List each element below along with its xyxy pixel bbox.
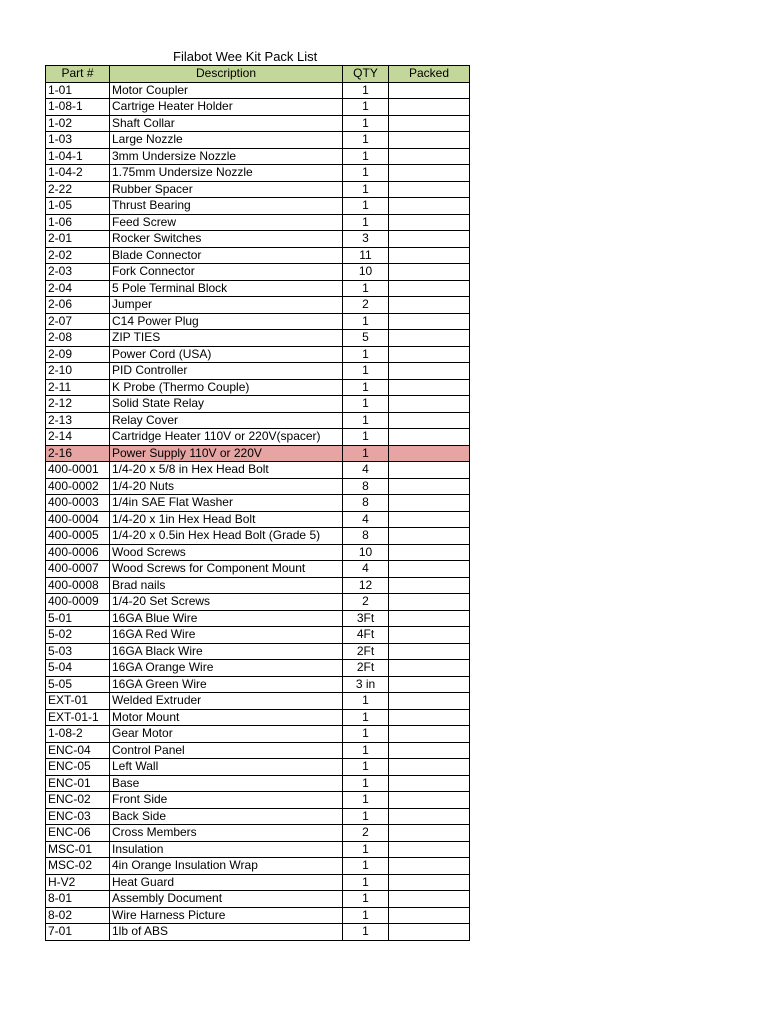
table-row [46, 346, 470, 363]
packed-cell [389, 693, 470, 710]
description-cell: Insulation [110, 841, 343, 858]
packed-cell [389, 396, 470, 413]
qty-cell: 1 [343, 214, 389, 231]
packed-cell [389, 132, 470, 149]
packed-cell [389, 511, 470, 528]
packed-cell [389, 280, 470, 297]
description-cell: 3mm Undersize Nozzle [110, 148, 343, 165]
part-cell: 8-02 [46, 907, 110, 924]
packed-cell [389, 594, 470, 611]
description-cell: Assembly Document [110, 891, 343, 908]
description-cell: 16GA Red Wire [110, 627, 343, 644]
description-cell: Motor Coupler [110, 82, 343, 99]
qty-cell: 1 [343, 742, 389, 759]
description-cell: 16GA Black Wire [110, 643, 343, 660]
packed-cell [389, 99, 470, 116]
qty-cell: 8 [343, 478, 389, 495]
description-cell: C14 Power Plug [110, 313, 343, 330]
table-row [46, 742, 470, 759]
part-cell: 7-01 [46, 924, 110, 941]
packed-cell [389, 462, 470, 479]
part-cell: 8-01 [46, 891, 110, 908]
description-cell: Cross Members [110, 825, 343, 842]
packed-cell [389, 495, 470, 512]
part-cell: 2-10 [46, 363, 110, 380]
qty-cell: 8 [343, 495, 389, 512]
packed-cell [389, 429, 470, 446]
description-cell: Blade Connector [110, 247, 343, 264]
qty-cell: 1 [343, 907, 389, 924]
table-row [46, 907, 470, 924]
qty-cell: 4Ft [343, 627, 389, 644]
packed-cell [389, 759, 470, 776]
part-cell: ENC-02 [46, 792, 110, 809]
table-row [46, 363, 470, 380]
table-row [46, 132, 470, 149]
document-title: Filabot Wee Kit Pack List [173, 49, 318, 64]
qty-cell: 10 [343, 264, 389, 281]
part-cell: 2-14 [46, 429, 110, 446]
packed-cell [389, 660, 470, 677]
description-cell: 1/4-20 Nuts [110, 478, 343, 495]
description-cell: 1lb of ABS [110, 924, 343, 941]
table-row [46, 165, 470, 182]
table-row [46, 561, 470, 578]
description-cell: Motor Mount [110, 709, 343, 726]
table-row [46, 412, 470, 429]
description-cell: Power Supply 110V or 220V [110, 445, 343, 462]
part-cell: MSC-02 [46, 858, 110, 875]
description-cell: 5 Pole Terminal Block [110, 280, 343, 297]
description-cell: Thrust Bearing [110, 198, 343, 215]
packed-cell [389, 247, 470, 264]
qty-cell: 1 [343, 396, 389, 413]
qty-cell: 4 [343, 511, 389, 528]
qty-cell: 1 [343, 429, 389, 446]
qty-cell: 1 [343, 280, 389, 297]
qty-cell: 1 [343, 693, 389, 710]
part-cell: ENC-04 [46, 742, 110, 759]
table-row [46, 627, 470, 644]
part-cell: 5-05 [46, 676, 110, 693]
qty-cell: 3 [343, 231, 389, 248]
part-cell: 2-04 [46, 280, 110, 297]
part-cell: 1-04-2 [46, 165, 110, 182]
packed-cell [389, 297, 470, 314]
qty-cell: 1 [343, 346, 389, 363]
part-cell: 2-16 [46, 445, 110, 462]
description-cell: Solid State Relay [110, 396, 343, 413]
description-cell: Power Cord (USA) [110, 346, 343, 363]
packed-cell [389, 775, 470, 792]
part-cell: 5-02 [46, 627, 110, 644]
table-row [46, 478, 470, 495]
packed-cell [389, 808, 470, 825]
packed-cell [389, 726, 470, 743]
part-cell: 400-0007 [46, 561, 110, 578]
packed-cell [389, 346, 470, 363]
packed-cell [389, 907, 470, 924]
qty-cell: 2Ft [343, 660, 389, 677]
column-header-packed: Packed [389, 66, 470, 83]
table-row [46, 775, 470, 792]
table-row [46, 429, 470, 446]
qty-cell: 1 [343, 82, 389, 99]
packed-cell [389, 231, 470, 248]
qty-cell: 12 [343, 577, 389, 594]
qty-cell: 3Ft [343, 610, 389, 627]
description-cell: Brad nails [110, 577, 343, 594]
packed-cell [389, 445, 470, 462]
table-row [46, 148, 470, 165]
table-row [46, 297, 470, 314]
table-row [46, 181, 470, 198]
part-cell: 1-04-1 [46, 148, 110, 165]
table-row [46, 379, 470, 396]
part-cell: 1-03 [46, 132, 110, 149]
table-row [46, 676, 470, 693]
description-cell: Control Panel [110, 742, 343, 759]
table-row [46, 726, 470, 743]
description-cell: Cartrige Heater Holder [110, 99, 343, 116]
description-cell: Jumper [110, 297, 343, 314]
table-row [46, 891, 470, 908]
table-row [46, 511, 470, 528]
description-cell: 16GA Blue Wire [110, 610, 343, 627]
qty-cell: 1 [343, 841, 389, 858]
qty-cell: 4 [343, 462, 389, 479]
table-row [46, 264, 470, 281]
description-cell: Gear Motor [110, 726, 343, 743]
packed-cell [389, 214, 470, 231]
part-cell: 1-06 [46, 214, 110, 231]
table-row [46, 544, 470, 561]
packed-cell [389, 792, 470, 809]
qty-cell: 1 [343, 412, 389, 429]
description-cell: Relay Cover [110, 412, 343, 429]
qty-cell: 1 [343, 148, 389, 165]
table-row [46, 198, 470, 215]
part-cell: 400-0005 [46, 528, 110, 545]
table-row [46, 396, 470, 413]
description-cell: Rocker Switches [110, 231, 343, 248]
qty-cell: 1 [343, 891, 389, 908]
packed-cell [389, 82, 470, 99]
packed-cell [389, 115, 470, 132]
packed-cell [389, 627, 470, 644]
pack-list-table [45, 65, 470, 941]
part-cell: 2-01 [46, 231, 110, 248]
table-row [46, 693, 470, 710]
part-cell: 400-0006 [46, 544, 110, 561]
description-cell: 1/4-20 x 1in Hex Head Bolt [110, 511, 343, 528]
qty-cell: 1 [343, 99, 389, 116]
description-cell: Heat Guard [110, 874, 343, 891]
table-row [46, 858, 470, 875]
packed-cell [389, 643, 470, 660]
packed-cell [389, 330, 470, 347]
table-row [46, 759, 470, 776]
packed-cell [389, 924, 470, 941]
qty-cell: 2 [343, 297, 389, 314]
packed-cell [389, 412, 470, 429]
part-cell: 1-08-2 [46, 726, 110, 743]
table-body [46, 82, 470, 940]
packed-cell [389, 610, 470, 627]
qty-cell: 1 [343, 726, 389, 743]
part-cell: 2-22 [46, 181, 110, 198]
description-cell: K Probe (Thermo Couple) [110, 379, 343, 396]
description-cell: 1.75mm Undersize Nozzle [110, 165, 343, 182]
description-cell: Feed Screw [110, 214, 343, 231]
qty-cell: 10 [343, 544, 389, 561]
description-cell: 1/4-20 x 5/8 in Hex Head Bolt [110, 462, 343, 479]
packed-cell [389, 478, 470, 495]
part-cell: 2-13 [46, 412, 110, 429]
packed-cell [389, 825, 470, 842]
description-cell: 16GA Orange Wire [110, 660, 343, 677]
qty-cell: 1 [343, 808, 389, 825]
qty-cell: 1 [343, 858, 389, 875]
table-row [46, 577, 470, 594]
description-cell: Base [110, 775, 343, 792]
table-row [46, 445, 470, 462]
packed-cell [389, 891, 470, 908]
packed-cell [389, 181, 470, 198]
part-cell: 2-03 [46, 264, 110, 281]
table-row [46, 874, 470, 891]
qty-cell: 1 [343, 181, 389, 198]
description-cell: Wood Screws [110, 544, 343, 561]
part-cell: EXT-01 [46, 693, 110, 710]
packed-cell [389, 544, 470, 561]
qty-cell: 1 [343, 445, 389, 462]
table-row [46, 643, 470, 660]
packed-cell [389, 858, 470, 875]
packed-cell [389, 676, 470, 693]
qty-cell: 5 [343, 330, 389, 347]
part-cell: 5-03 [46, 643, 110, 660]
column-header-part: Part # [46, 66, 110, 83]
description-cell: 1/4-20 Set Screws [110, 594, 343, 611]
qty-cell: 2 [343, 594, 389, 611]
table-row [46, 841, 470, 858]
packed-cell [389, 165, 470, 182]
description-cell: Welded Extruder [110, 693, 343, 710]
qty-cell: 4 [343, 561, 389, 578]
qty-cell: 1 [343, 313, 389, 330]
qty-cell: 1 [343, 874, 389, 891]
table-row [46, 825, 470, 842]
qty-cell: 1 [343, 924, 389, 941]
pack-list-sheet [45, 48, 469, 941]
description-cell: Fork Connector [110, 264, 343, 281]
table-row [46, 610, 470, 627]
description-cell: Wood Screws for Component Mount [110, 561, 343, 578]
qty-cell: 1 [343, 198, 389, 215]
table-row [46, 231, 470, 248]
table-row [46, 792, 470, 809]
packed-cell [389, 148, 470, 165]
part-cell: 400-0008 [46, 577, 110, 594]
qty-cell: 1 [343, 363, 389, 380]
description-cell: Cartridge Heater 110V or 220V(spacer) [110, 429, 343, 446]
description-cell: Large Nozzle [110, 132, 343, 149]
part-cell: 400-0003 [46, 495, 110, 512]
part-cell: ENC-05 [46, 759, 110, 776]
table-row [46, 313, 470, 330]
qty-cell: 1 [343, 709, 389, 726]
qty-cell: 2 [343, 825, 389, 842]
description-cell: 1/4-20 x 0.5in Hex Head Bolt (Grade 5) [110, 528, 343, 545]
description-cell: 4in Orange Insulation Wrap [110, 858, 343, 875]
qty-cell: 11 [343, 247, 389, 264]
packed-cell [389, 561, 470, 578]
part-cell: MSC-01 [46, 841, 110, 858]
table-row [46, 462, 470, 479]
part-cell: H-V2 [46, 874, 110, 891]
qty-cell: 1 [343, 379, 389, 396]
part-cell: 1-08-1 [46, 99, 110, 116]
table-row [46, 330, 470, 347]
qty-cell: 1 [343, 792, 389, 809]
description-cell: Back Side [110, 808, 343, 825]
qty-cell: 1 [343, 775, 389, 792]
column-header-description: Description [110, 66, 343, 83]
description-cell: Front Side [110, 792, 343, 809]
description-cell: Rubber Spacer [110, 181, 343, 198]
table-row [46, 594, 470, 611]
part-cell: 5-01 [46, 610, 110, 627]
part-cell: 1-01 [46, 82, 110, 99]
table-row [46, 495, 470, 512]
part-cell: 2-12 [46, 396, 110, 413]
table-row [46, 924, 470, 941]
part-cell: 2-07 [46, 313, 110, 330]
qty-cell: 8 [343, 528, 389, 545]
qty-cell: 1 [343, 132, 389, 149]
part-cell: EXT-01-1 [46, 709, 110, 726]
table-row [46, 82, 470, 99]
table-row [46, 214, 470, 231]
part-cell: 2-08 [46, 330, 110, 347]
packed-cell [389, 874, 470, 891]
packed-cell [389, 577, 470, 594]
part-cell: 1-05 [46, 198, 110, 215]
packed-cell [389, 363, 470, 380]
description-cell: 1/4in SAE Flat Washer [110, 495, 343, 512]
description-cell: Wire Harness Picture [110, 907, 343, 924]
qty-cell: 3 in [343, 676, 389, 693]
part-cell: 2-02 [46, 247, 110, 264]
qty-cell: 1 [343, 759, 389, 776]
packed-cell [389, 709, 470, 726]
part-cell: 400-0001 [46, 462, 110, 479]
description-cell: Left Wall [110, 759, 343, 776]
part-cell: 2-06 [46, 297, 110, 314]
part-cell: 2-11 [46, 379, 110, 396]
header-row [46, 66, 470, 83]
packed-cell [389, 742, 470, 759]
packed-cell [389, 264, 470, 281]
part-cell: 400-0009 [46, 594, 110, 611]
table-row [46, 709, 470, 726]
table-row [46, 247, 470, 264]
part-cell: ENC-03 [46, 808, 110, 825]
qty-cell: 2Ft [343, 643, 389, 660]
packed-cell [389, 379, 470, 396]
description-cell: Shaft Collar [110, 115, 343, 132]
part-cell: 5-04 [46, 660, 110, 677]
description-cell: ZIP TIES [110, 330, 343, 347]
part-cell: 400-0002 [46, 478, 110, 495]
packed-cell [389, 198, 470, 215]
column-header-qty: QTY [343, 66, 389, 83]
packed-cell [389, 841, 470, 858]
description-cell: PID Controller [110, 363, 343, 380]
table-row [46, 115, 470, 132]
description-cell: 16GA Green Wire [110, 676, 343, 693]
packed-cell [389, 313, 470, 330]
table-row [46, 528, 470, 545]
part-cell: ENC-01 [46, 775, 110, 792]
table-row [46, 660, 470, 677]
part-cell: 1-02 [46, 115, 110, 132]
qty-cell: 1 [343, 165, 389, 182]
part-cell: ENC-06 [46, 825, 110, 842]
part-cell: 2-09 [46, 346, 110, 363]
table-row [46, 280, 470, 297]
qty-cell: 1 [343, 115, 389, 132]
packed-cell [389, 528, 470, 545]
part-cell: 400-0004 [46, 511, 110, 528]
table-row [46, 99, 470, 116]
table-row [46, 808, 470, 825]
